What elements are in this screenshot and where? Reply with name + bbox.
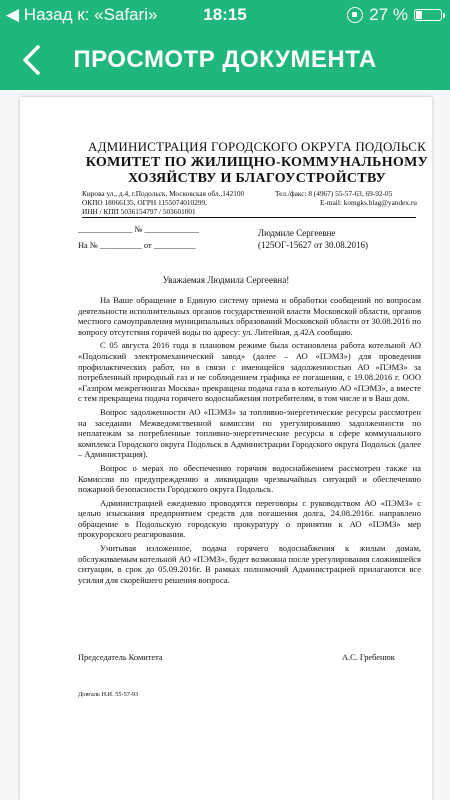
signature-name: А.С. Гребенюк [342,653,395,662]
letter-body [78,295,421,588]
paragraph: Администрацией ежедневно проводятся переговоры с руководством АО «ПЭМЗ» с целью изыскания предприятием средств для погашения долга, 24.08.2016г. направлено обращение в Подольскую городскую прокуратуру о принятии к АО «ПЭМЗ» мер прокурорского реагирования. [78,497,421,540]
battery-level-fill [416,11,422,19]
navigation-bar [0,30,450,90]
status-bar [0,0,450,30]
status-right-group [347,5,442,25]
back-to-safari-link[interactable]: ◀ Назад к: «Safari» [6,5,158,24]
addressee-reference: (125ОГ-15627 от 30.08.2016) [258,240,369,250]
paragraph: Вопрос задолженности АО «ПЭМЗ» за топливно-энергетические ресурсы рассмотрен на заседании Межведомственной комиссии по урегулированию задолженности по неплатежам за потребленные топливно-энергетические ресурсы в сфере коммунального комплекса Городского округа Подольск в Администрации Городского округа Подольск (далее – Администрация). [78,406,421,460]
org-inn: ИНН / КПП 5036154797 / 503601001 [82,207,196,216]
header-divider [82,217,416,218]
org-okpo: ОКПО 18066135, ОГРН 1155074010299, [82,198,207,207]
org-name: АДМИНИСТРАЦИЯ ГОРОДСКОГО ОКРУГА ПОДОЛЬСК [87,139,426,154]
paragraph: Учитывая изложенное, подача горячего водоснабжения к жилым домам, обслуживаемым котельной АО «ПЭМЗ», будет возможна после урегулирования сложившейся ситуации, в срок до 05.09.2016г. В рамках полномочий Администрацией прилагаются все усилия для скорейшего решения вопроса. [78,543,421,585]
orientation-lock-icon [347,7,363,23]
committee-name-line2: ХОЗЯЙСТВУ И БЛАГОУСТРОЙСТВУ [127,171,387,186]
executor-info: Довгаль Н.И. 55-57-93 [78,691,139,698]
status-time: 18:15 [203,5,247,24]
signature-title: Председатель Комитета [78,653,163,662]
registration-number: _____________ № _____________ [78,225,200,234]
greeting: Уважаемая Людмила Сергеевна! [162,275,290,285]
reply-reference: На № __________ от __________ [78,241,196,250]
addressee-name: Людмиле Сергеевне [258,228,336,238]
committee-name-line1: КОМИТЕТ ПО ЖИЛИЩНО-КОММУНАЛЬНОМУ [85,155,429,170]
paragraph: На Ваше обращение в Единую систему приема и обработки сообщений по вопросам деятельности исполнительных органов государственной власти Московской области, органов местного самоуправления муниципальных образований Московской области от 30.08.2016 по вопросу отсутствия горячей воды по адресу: ул. Литейная, д.42А сообщаю. [78,295,421,337]
org-email: E-mail: komgks.blag@yandex.ru [320,198,417,207]
org-phone: Тел./факс: 8 (4967) 55-57-63, 69-92-05 [275,189,393,198]
battery-percent: 27 % [369,5,408,24]
page-title: ПРОСМОТР ДОКУМЕНТА [73,46,377,73]
document-page [20,97,432,800]
paragraph: Вопрос о мерах по обеспечению горячим водоснабжением рассмотрен также на Комиссии по предупреждению и ликвидации чрезвычайных ситуаций и обеспечению пожарной безопасности Городского округа Подольск. [78,462,421,495]
org-address: Кирова ул., д.4, г.Подольск, Московская обл.,142100 [82,189,245,198]
battery-icon [414,9,442,21]
paragraph: С 05 августа 2016 года в плановом режиме была остановлена работа котельной АО «Подольский электромеханический завод» (далее – АО «ПЭМЗ») для проведения профилактических работ, но в связи с имеющейся задолженностью АО «ПЭМЗ» за потребленный природный газ и не соблюдением графика ее погашения, с 19.08.2016 г. ООО «Газпром межрегионгаз Москва» прекращена подача газа в котельную АО «ПЭМЗ», а вместе с тем прекращена подача горячего водоснабжения потребителям, в том числе и в Ваш дом. [78,340,421,404]
